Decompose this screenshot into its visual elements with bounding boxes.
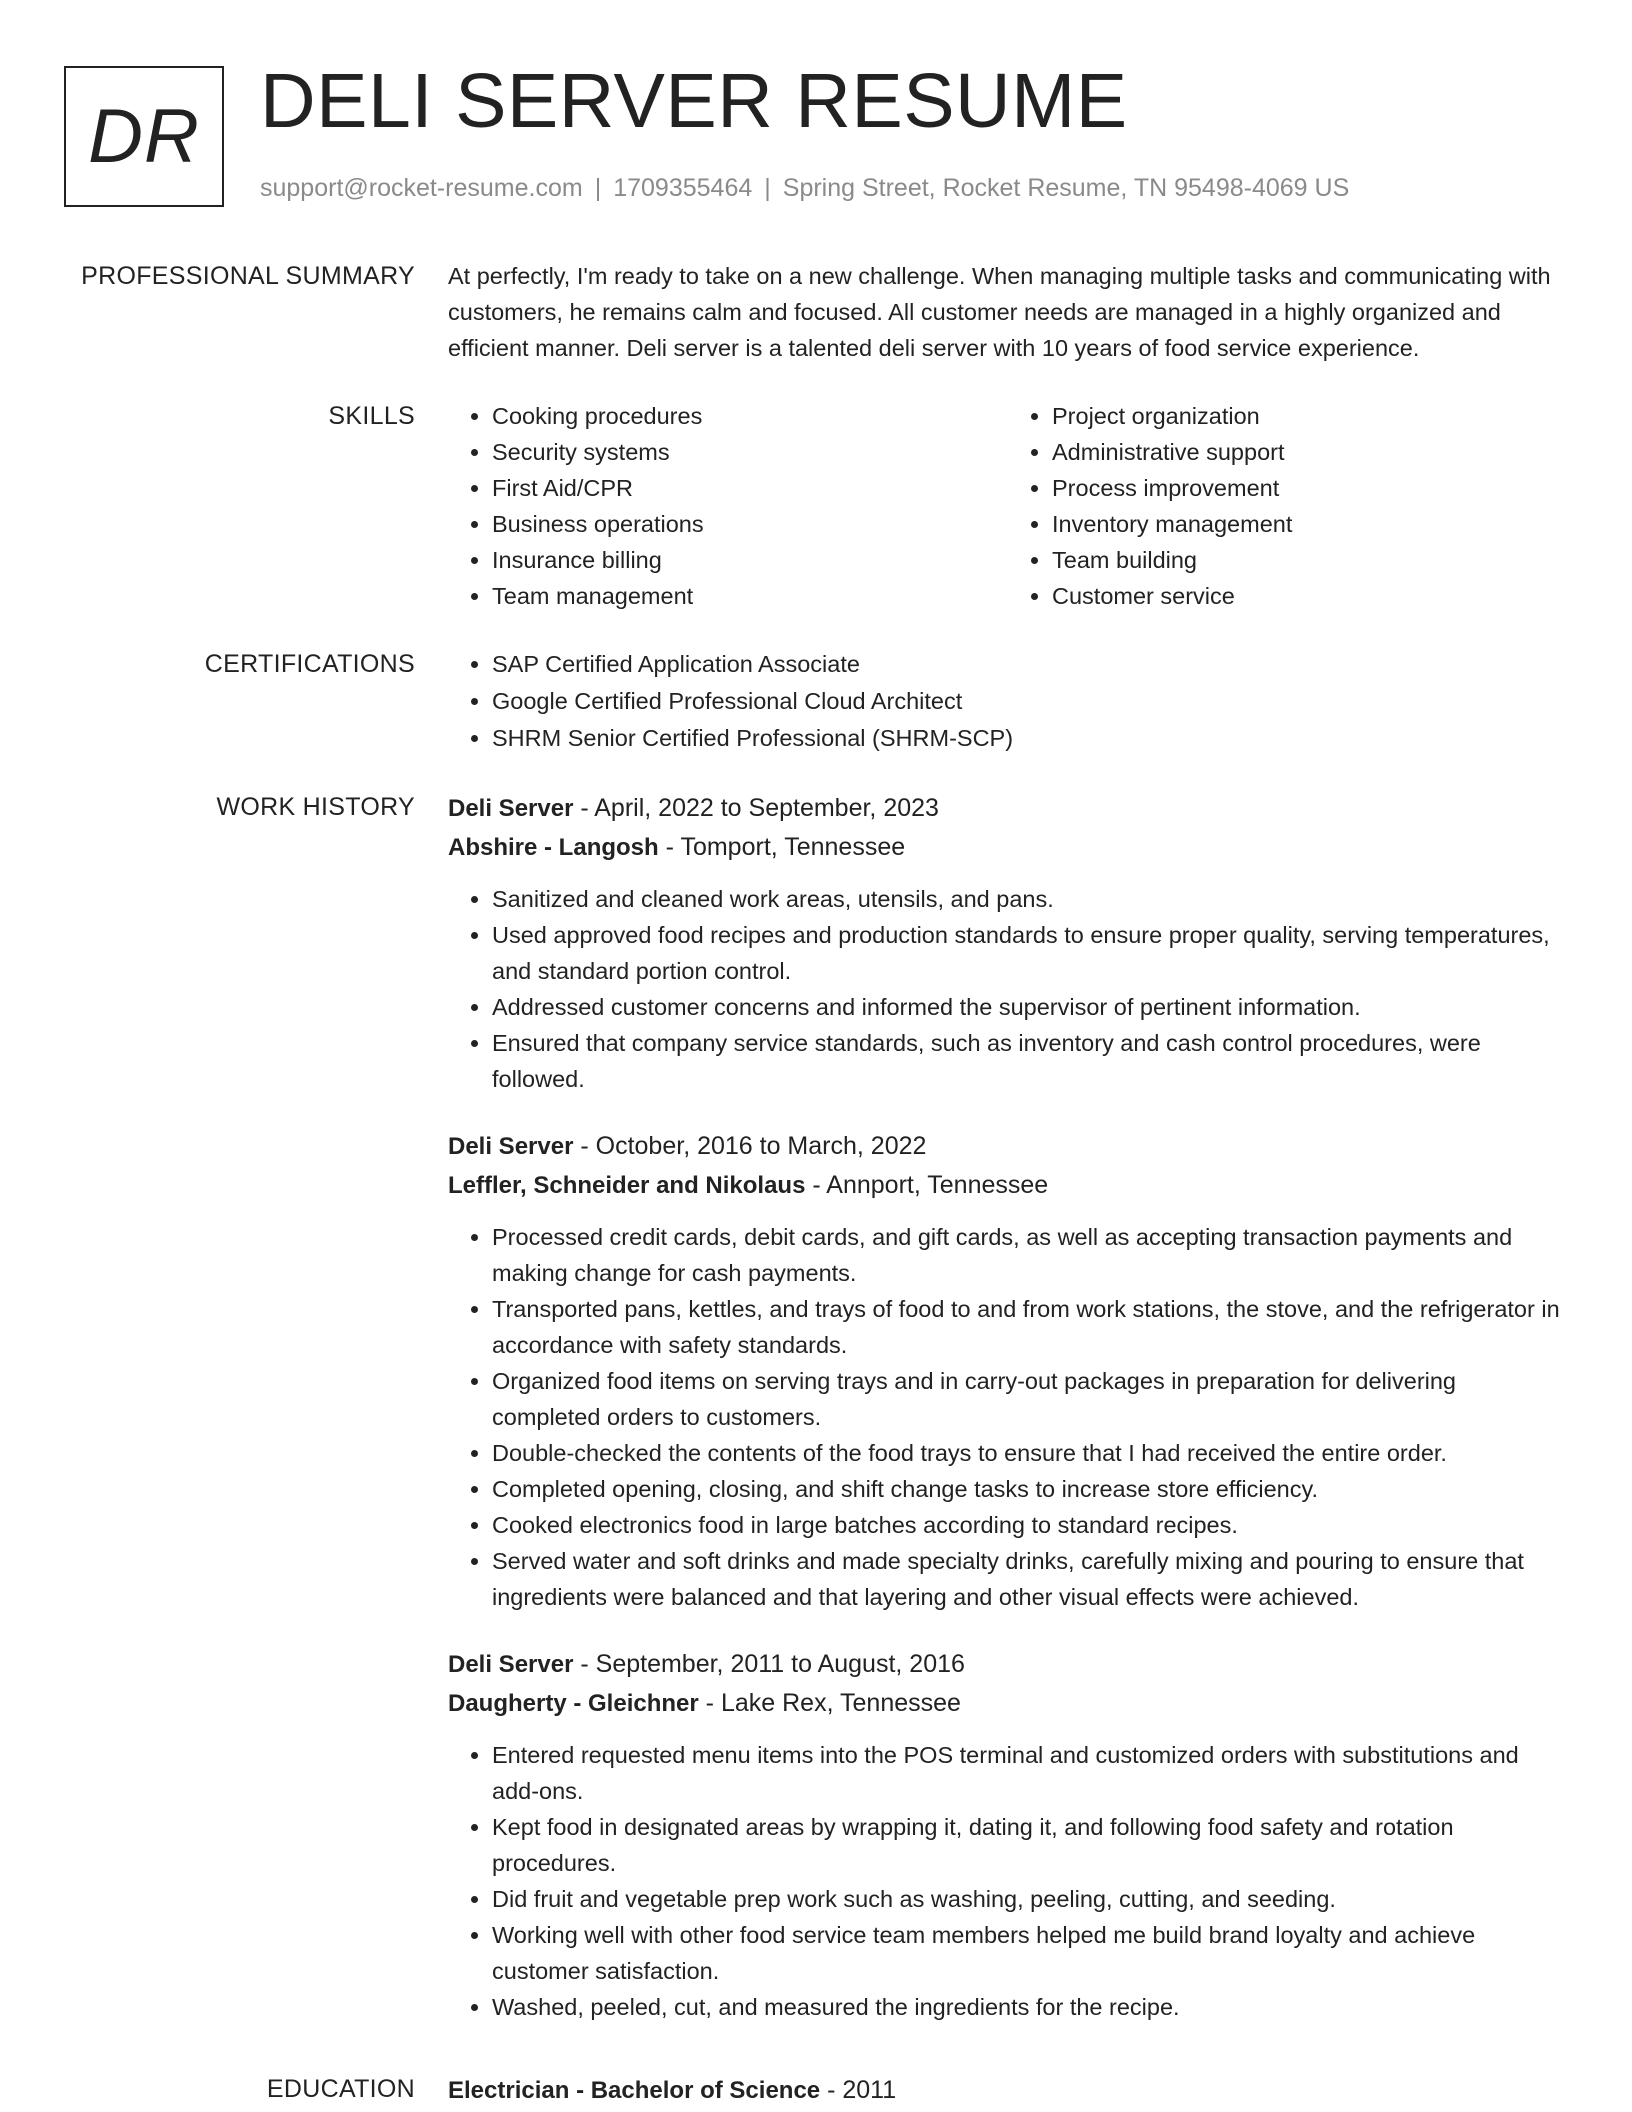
job-title-line: [448, 1645, 1568, 1684]
job-bullet: • Sanitized and cleaned work areas, utensils, and pans.: [492, 881, 1568, 917]
job-bullet: • Working well with other food service team members helped me build brand loyalty and achieve customer satisfaction.: [492, 1917, 1568, 1989]
education-degree: Electrician - Bachelor of Science: [448, 2077, 821, 2104]
education-label: EDUCATION: [266, 2075, 415, 2103]
skill-item: • Business operations: [492, 506, 1008, 542]
job-bullet: • Did fruit and vegetable prep work such as washing, peeling, cutting, and seeding.: [492, 1881, 1568, 1917]
monogram: DR: [64, 66, 224, 207]
job-bullet: • Entered requested menu items into the POS terminal and customized orders with substitutions and add-ons.: [492, 1737, 1568, 1809]
summary-label: PROFESSIONAL SUMMARY: [81, 262, 415, 290]
job-title-line: [448, 1127, 1568, 1166]
certifications-label: CERTIFICATIONS: [204, 650, 415, 678]
contact-separator: |: [764, 174, 771, 202]
skill-item: • Project organization: [1052, 398, 1568, 434]
education-year: - 2011: [820, 2076, 897, 2104]
job-bullets: [448, 1219, 1568, 1615]
skill-item: • Process improvement: [1052, 470, 1568, 506]
skills-list-right: [1008, 398, 1568, 614]
certification-item: • SAP Certified Application Associate: [492, 646, 1568, 683]
job-bullet: • Transported pans, kettles, and trays of food to and from work stations, the stove, and the refrigerator in accordance with safety standards.: [492, 1291, 1568, 1363]
job-bullet: • Used approved food recipes and production standards to ensure proper quality, serving temperatures, and standard portion control.: [492, 917, 1568, 989]
certification-item: • Google Certified Professional Cloud Architect: [492, 683, 1568, 720]
job-company-line: [448, 1684, 1568, 1723]
contact-email: support@rocket-resume.com: [260, 174, 583, 202]
job-bullet: • Organized food items on serving trays and in carry-out packages in preparation for delivering completed orders to customers.: [492, 1363, 1568, 1435]
job-bullet: • Completed opening, closing, and shift change tasks to increase store efficiency.: [492, 1471, 1568, 1507]
job-company: Abshire - Langosh: [448, 834, 659, 861]
job-bullet: • Served water and soft drinks and made specialty drinks, carefully mixing and pouring to ensure that ingredients were balanced and that layering and other visual effects were achieved.: [492, 1543, 1568, 1615]
job-bullet: • Kept food in designated areas by wrapping it, dating it, and following food safety and rotation procedures.: [492, 1809, 1568, 1881]
job-entry: [448, 1645, 1568, 2025]
job-role: Deli Server: [448, 1133, 574, 1160]
skill-item: • Administrative support: [1052, 434, 1568, 470]
skill-item: • Security systems: [492, 434, 1008, 470]
skill-item: • Insurance billing: [492, 542, 1008, 578]
contact-address: Spring Street, Rocket Resume, TN 95498-4069 US: [782, 174, 1350, 202]
contact-line: [260, 174, 1349, 203]
job-entry: [448, 789, 1568, 1097]
job-dates: - April, 2022 to September, 2023: [573, 794, 939, 822]
skill-item: • First Aid/CPR: [492, 470, 1008, 506]
job-location: - Lake Rex, Tennessee: [698, 1689, 961, 1717]
job-bullets: [448, 881, 1568, 1097]
summary-text: At perfectly, I'm ready to take on a new challenge. When managing multiple tasks and communicating with customers, he remains calm and focused. All customer needs are managed in a highly organized and efficient manner. Deli server is a talented deli server with 10 years of food service experience.: [448, 263, 1551, 361]
job-location: - Tomport, Tennessee: [658, 833, 906, 861]
job-bullet: • Processed credit cards, debit cards, and gift cards, as well as accepting transaction payments and making change for cash payments.: [492, 1219, 1568, 1291]
contact-separator: |: [594, 174, 602, 202]
job-dates: - September, 2011 to August, 2016: [573, 1650, 965, 1678]
contact-phone: 1709355464: [613, 174, 753, 202]
job-company: Daugherty - Gleichner: [448, 1690, 699, 1717]
page-title: DELI SERVER RESUME: [260, 58, 1128, 144]
skill-item: • Team building: [1052, 542, 1568, 578]
certification-item: • SHRM Senior Certified Professional (SHRM-SCP): [492, 720, 1568, 757]
job-bullet: • Addressed customer concerns and informed the supervisor of pertinent information.: [492, 989, 1568, 1025]
job-company-line: [448, 1166, 1568, 1205]
job-entry: [448, 1127, 1568, 1615]
skills-label: SKILLS: [328, 402, 415, 430]
job-bullets: [448, 1737, 1568, 2025]
skill-item: • Cooking procedures: [492, 398, 1008, 434]
job-title-line: [448, 789, 1568, 828]
education-line: [448, 2071, 1568, 2110]
job-bullet: • Double-checked the contents of the food trays to ensure that I had received the entire order.: [492, 1435, 1568, 1471]
job-bullet: • Ensured that company service standards, such as inventory and cash control procedures, were followed.: [492, 1025, 1568, 1097]
job-bullet: • Washed, peeled, cut, and measured the ingredients for the recipe.: [492, 1989, 1568, 2025]
job-dates: - October, 2016 to March, 2022: [573, 1132, 927, 1160]
skills-list-left: [448, 398, 1008, 614]
job-role: Deli Server: [448, 795, 574, 822]
job-role: Deli Server: [448, 1651, 574, 1678]
skill-item: • Customer service: [1052, 578, 1568, 614]
job-company-line: [448, 828, 1568, 867]
skill-item: • Inventory management: [1052, 506, 1568, 542]
job-bullet: • Cooked electronics food in large batches according to standard recipes.: [492, 1507, 1568, 1543]
job-company: Leffler, Schneider and Nikolaus: [448, 1172, 806, 1199]
skill-item: • Team management: [492, 578, 1008, 614]
job-location: - Annport, Tennessee: [805, 1171, 1049, 1199]
work-history-label: WORK HISTORY: [216, 793, 415, 821]
certifications-list: [448, 646, 1568, 757]
